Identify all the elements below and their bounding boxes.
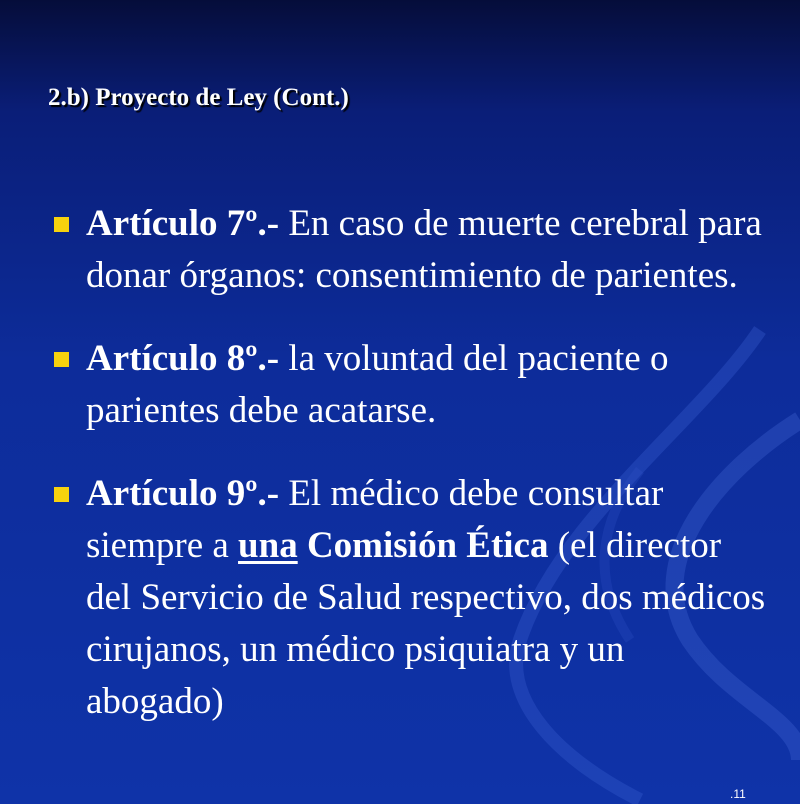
highlight-una: una [238, 525, 298, 566]
slide-title: 2.b) Proyecto de Ley (Cont.) [48, 84, 349, 111]
bullet-article-8 [0, 333, 800, 437]
page-number: .11 [730, 787, 746, 801]
article-text-after: (el director del Servicio de Salud respectivo, dos médicos cirujanos, un médico psiquiatra y un abogado) [86, 525, 766, 722]
article-label: Artículo 7º.- [86, 203, 280, 244]
article-text-before: El médico debe consultar siempre a [86, 473, 664, 566]
article-text: la voluntad del paciente o parientes debe acatarse. [86, 338, 669, 431]
highlight-comision-etica: Comisión Ética [306, 525, 549, 566]
bullet-article-7 [0, 198, 800, 302]
bullet-article-9 [0, 468, 800, 728]
article-label: Artículo 9º.- [86, 473, 280, 514]
bullet-list [0, 198, 800, 728]
bullet-marker-icon [54, 487, 69, 502]
bullet-marker-icon [54, 217, 69, 232]
bullet-marker-icon [54, 352, 69, 367]
article-label: Artículo 8º.- [86, 338, 280, 379]
article-text: En caso de muerte cerebral para donar órganos: consentimiento de parientes. [86, 203, 762, 296]
